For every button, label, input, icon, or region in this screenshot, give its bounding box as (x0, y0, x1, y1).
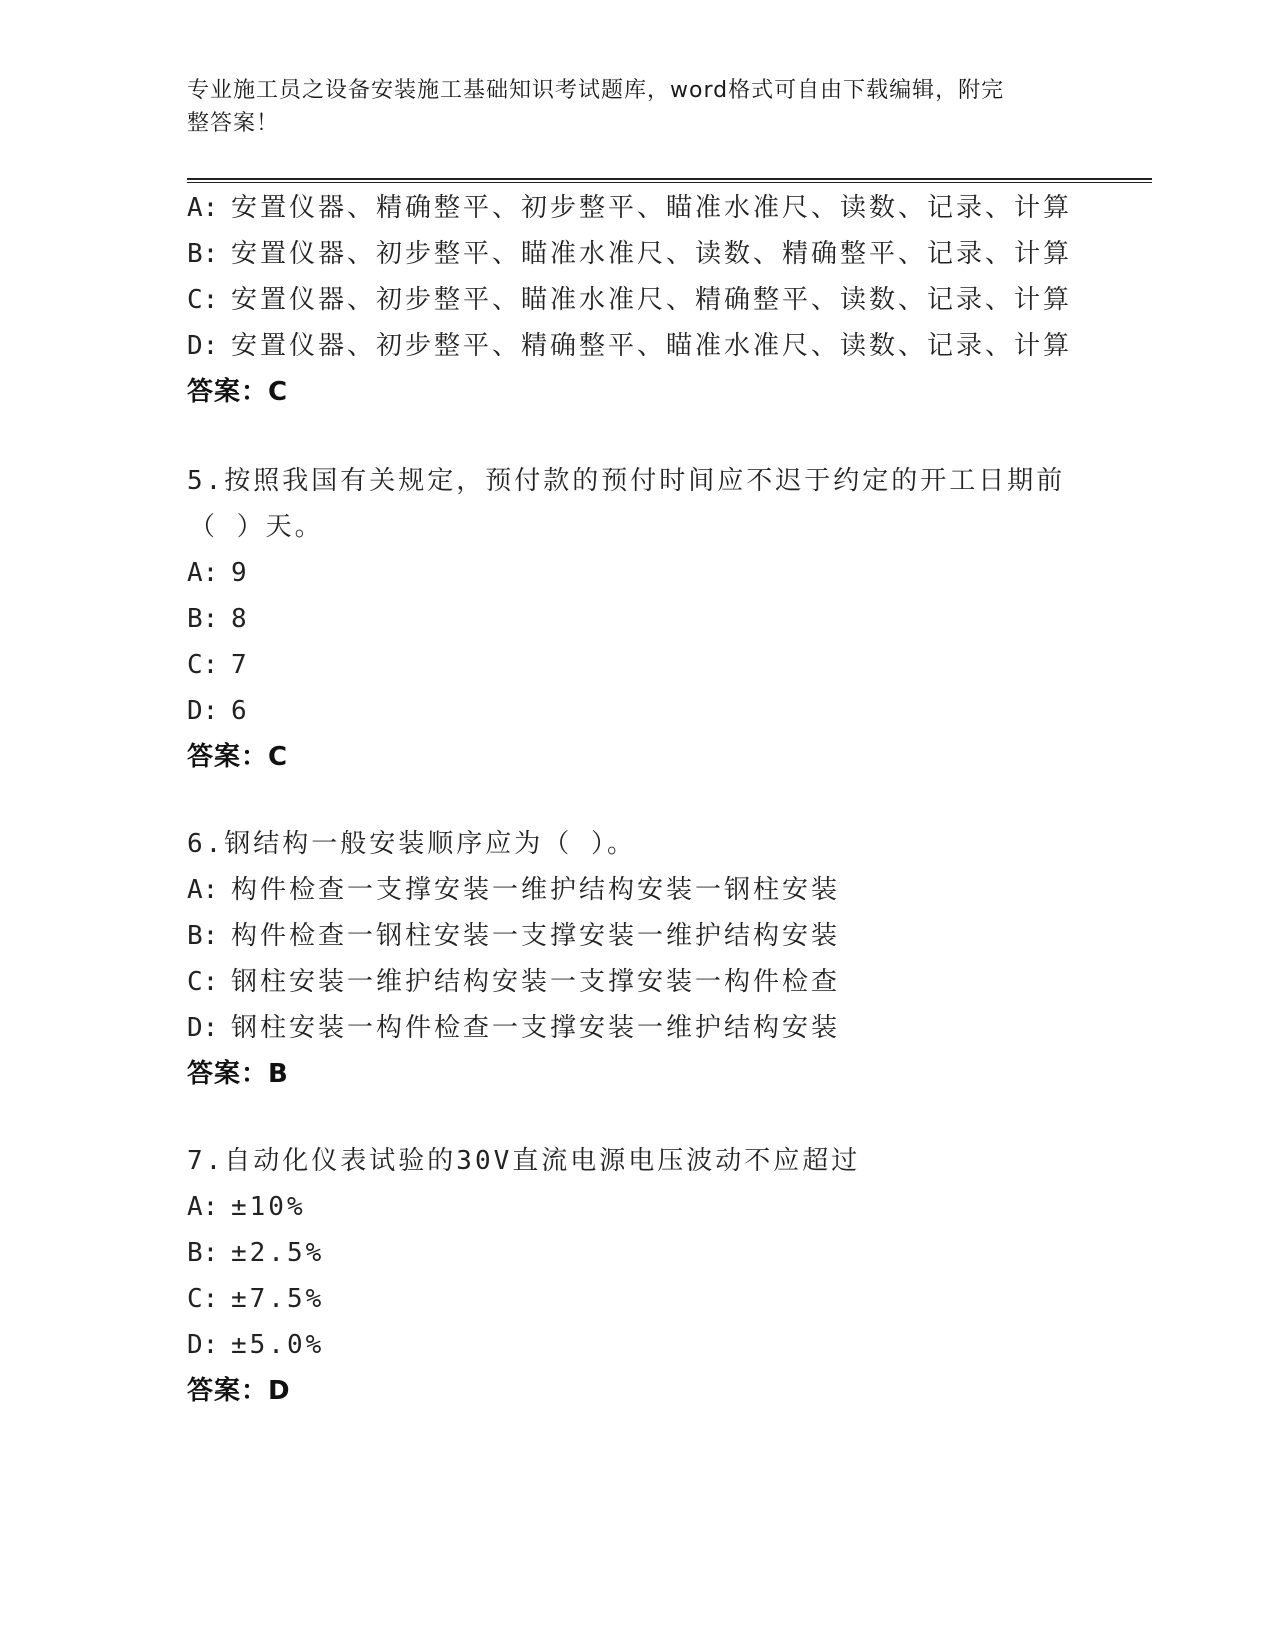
question-block-6 (187, 821, 1187, 1097)
option-a: A: ±10% (187, 1192, 306, 1222)
option-d: D: ±5.0% (187, 1330, 325, 1360)
answer-line: 答案：C (187, 742, 289, 772)
question-stem-line-1: 7.自动化仪表试验的30V直流电源电压波动不应超过 (187, 1146, 861, 1176)
question-block-7 (187, 1138, 1187, 1414)
option-b: B: ±2.5% (187, 1238, 325, 1268)
header-line-1: 专业施工员之设备安装施工基础知识考试题库，word格式可自由下载编辑，附完 (187, 78, 1005, 103)
question-block-4 (187, 185, 1187, 415)
document-header (187, 74, 1067, 140)
answer-line: 答案：B (187, 1059, 289, 1089)
option-c: C: 钢柱安装一维护结构安装一支撑安装一构件检查 (187, 967, 841, 997)
option-c: C: 安置仪器、初步整平、瞄准水准尺、精确整平、读数、记录、计算 (187, 285, 1073, 315)
option-c: C: ±7.5% (187, 1284, 325, 1314)
option-d: D: 6 (187, 696, 250, 726)
option-b: B: 8 (187, 604, 250, 634)
question-stem-line-2: （ ）天。 (189, 512, 324, 542)
option-a: A: 构件检查一支撑安装一维护结构安装一钢柱安装 (187, 875, 841, 905)
header-divider-thick (187, 178, 1152, 180)
answer-line: 答案：C (187, 377, 289, 407)
option-a: A: 安置仪器、精确整平、初步整平、瞄准水准尺、读数、记录、计算 (187, 193, 1073, 223)
question-stem-line-1: 6.钢结构一般安装顺序应为（ ）。 (187, 829, 636, 859)
option-b: B: 构件检查一钢柱安装一支撑安装一维护结构安装 (187, 921, 841, 951)
answer-line: 答案：D (187, 1376, 291, 1406)
option-d: D: 钢柱安装一构件检查一支撑安装一维护结构安装 (187, 1013, 841, 1043)
option-c: C: 7 (187, 650, 250, 680)
header-divider-thin (187, 182, 1152, 183)
question-block-5 (187, 458, 1187, 780)
question-stem-line-1: 5.按照我国有关规定，预付款的预付时间应不迟于约定的开工日期前 (187, 466, 1066, 496)
header-line-2: 整答案！ (187, 111, 280, 136)
option-b: B: 安置仪器、初步整平、瞄准水准尺、读数、精确整平、记录、计算 (187, 239, 1073, 269)
option-a: A: 9 (187, 558, 250, 588)
option-d: D: 安置仪器、初步整平、精确整平、瞄准水准尺、读数、记录、计算 (187, 331, 1073, 361)
